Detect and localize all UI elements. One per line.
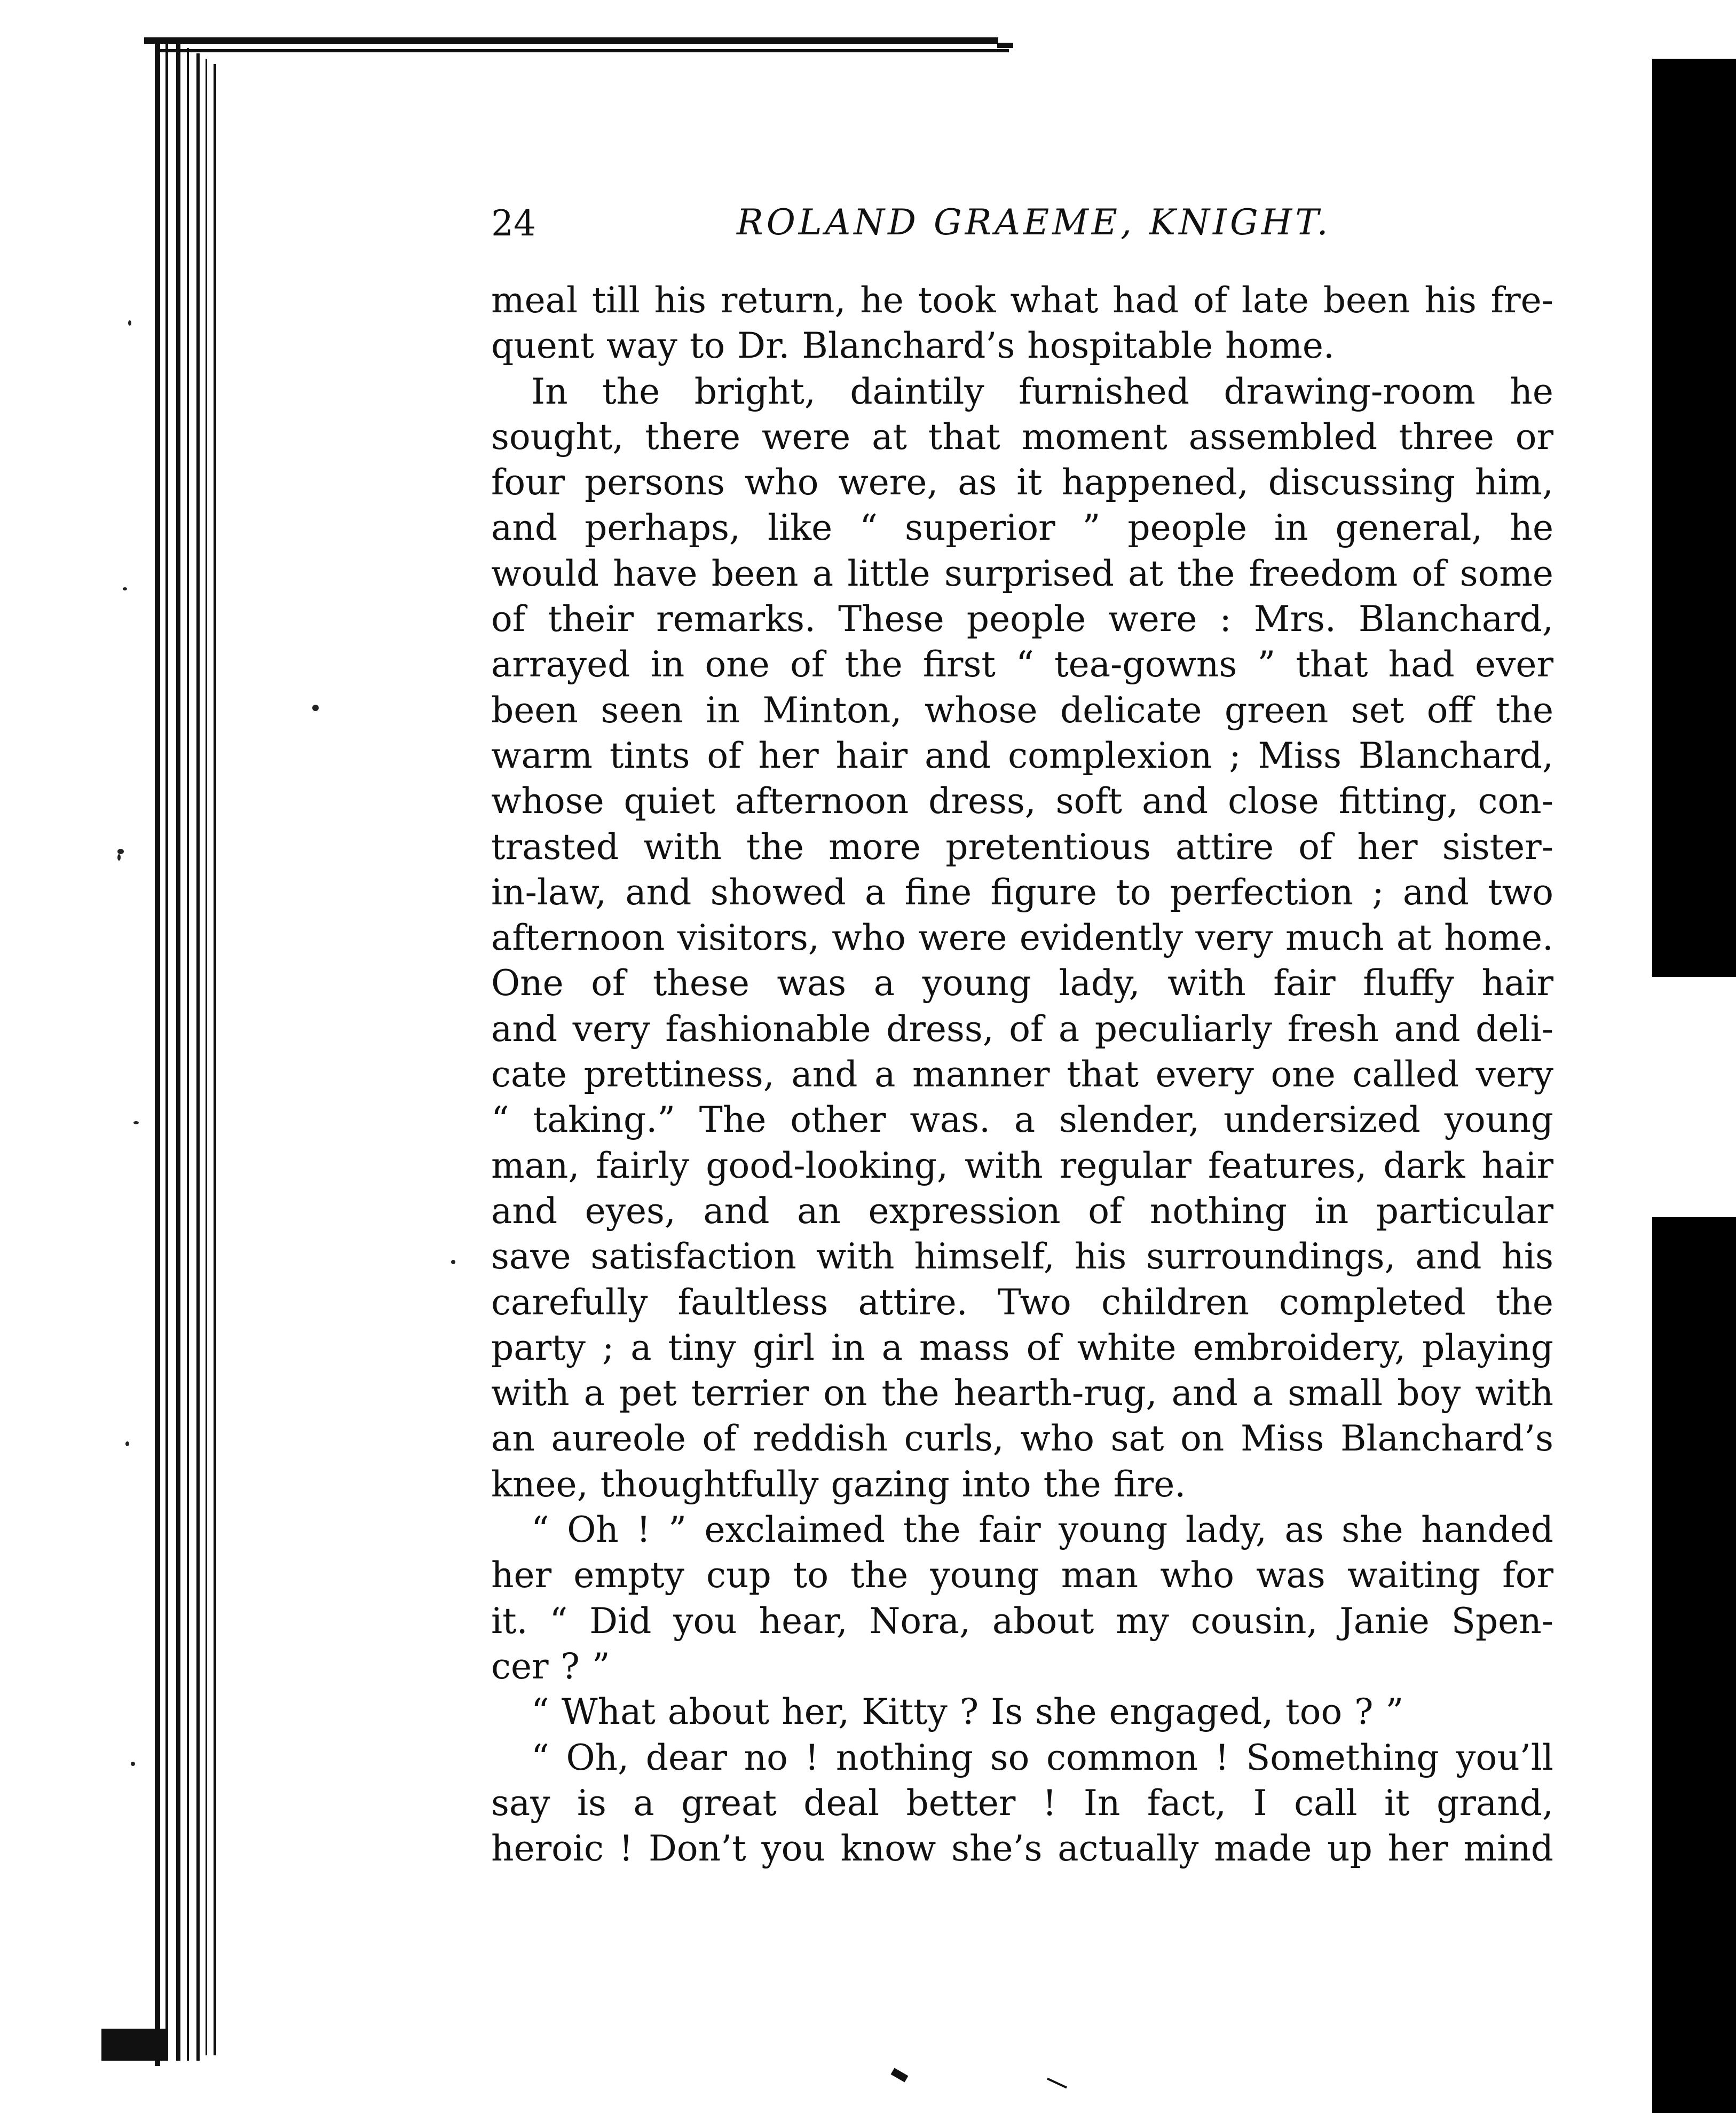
running-head: ROLAND GRAEME, KNIGHT.: [737, 202, 1331, 243]
text-line: it. “ Did you hear, Nora, about my cousin, Janie Spen-: [491, 1600, 1553, 1642]
body-text: [491, 278, 1553, 1871]
text-line: an aureole of reddish curls, who sat on Miss Blanchard’s: [491, 1418, 1553, 1460]
text-line: In the bright, daintily furnished drawing-room he: [531, 370, 1553, 412]
text-line: and perhaps, like “ superior ” people in general, he: [491, 507, 1553, 549]
text-line: party ; a tiny girl in a mass of white embroidery, playing: [491, 1327, 1553, 1368]
text-line: warm tints of her hair and complexion ; Miss Blanchard,: [491, 735, 1553, 776]
text-line: with a pet terrier on the hearth-rug, and a small boy with: [491, 1373, 1553, 1414]
text-line: been seen in Minton, whose delicate green set off the: [491, 689, 1553, 731]
stray-mark: [891, 2068, 909, 2082]
text-line: knee, thoughtfully gazing into the fire.: [491, 1463, 1186, 1505]
text-line: cate prettiness, and a manner that every one called very: [491, 1054, 1553, 1095]
text-line: One of these was a young lady, with fair fluffy hair: [491, 963, 1553, 1004]
text-line: “ Oh ! ” exclaimed the fair young lady, as she handed: [531, 1509, 1553, 1551]
text-line: “ Oh, dear no ! nothing so common ! Something you’ll: [531, 1737, 1553, 1778]
text-line: arrayed in one of the first “ tea-gowns ” that had ever: [491, 644, 1553, 685]
text-line: trasted with the more pretentious attire of her sister-: [491, 826, 1553, 868]
text-line: “ taking.” The other was. a slender, undersized young: [491, 1099, 1553, 1141]
text-line: sought, there were at that moment assembled three or: [491, 416, 1553, 458]
text-line: in-law, and showed a fine figure to perfection ; and two: [491, 871, 1553, 913]
text-line: say is a great deal better ! In fact, I call it grand,: [491, 1782, 1553, 1824]
text-line: save satisfaction with himself, his surroundings, and his: [491, 1236, 1553, 1278]
text-line: and very fashionable dress, of a peculiarly fresh and deli-: [491, 1008, 1553, 1050]
text-line: heroic ! Don’t you know she’s actually made up her mind: [491, 1828, 1553, 1870]
text-line: and eyes, and an expression of nothing in particular: [491, 1190, 1553, 1232]
text-line: cer ? ”: [491, 1645, 610, 1687]
text-line: meal till his return, he took what had of late been his fre-: [491, 280, 1553, 321]
text-line: “ What about her, Kitty ? Is she engaged, too ? ”: [531, 1691, 1404, 1733]
text-line: whose quiet afternoon dress, soft and close fitting, con-: [491, 780, 1553, 822]
text-line: carefully faultless attire. Two children completed the: [491, 1281, 1553, 1323]
stray-mark: [1047, 2078, 1067, 2089]
scan-edge-bar-bottom: [1652, 1217, 1736, 2113]
text-line: of their remarks. These people were : Mrs. Blanchard,: [491, 598, 1553, 640]
text-line: her empty cup to the young man who was waiting for: [491, 1555, 1553, 1596]
text-line: quent way to Dr. Blanchard’s hospitable home.: [491, 325, 1335, 367]
text-line: man, fairly good-looking, with regular features, dark hair: [491, 1145, 1553, 1186]
text-line: afternoon visitors, who were evidently very much at home.: [491, 917, 1553, 959]
text-line: would have been a little surprised at the freedom of some: [491, 553, 1553, 594]
page-number: 24: [491, 203, 536, 244]
scan-edge-bar-top: [1652, 59, 1736, 977]
text-line: four persons who were, as it happened, discussing him,: [491, 462, 1553, 503]
